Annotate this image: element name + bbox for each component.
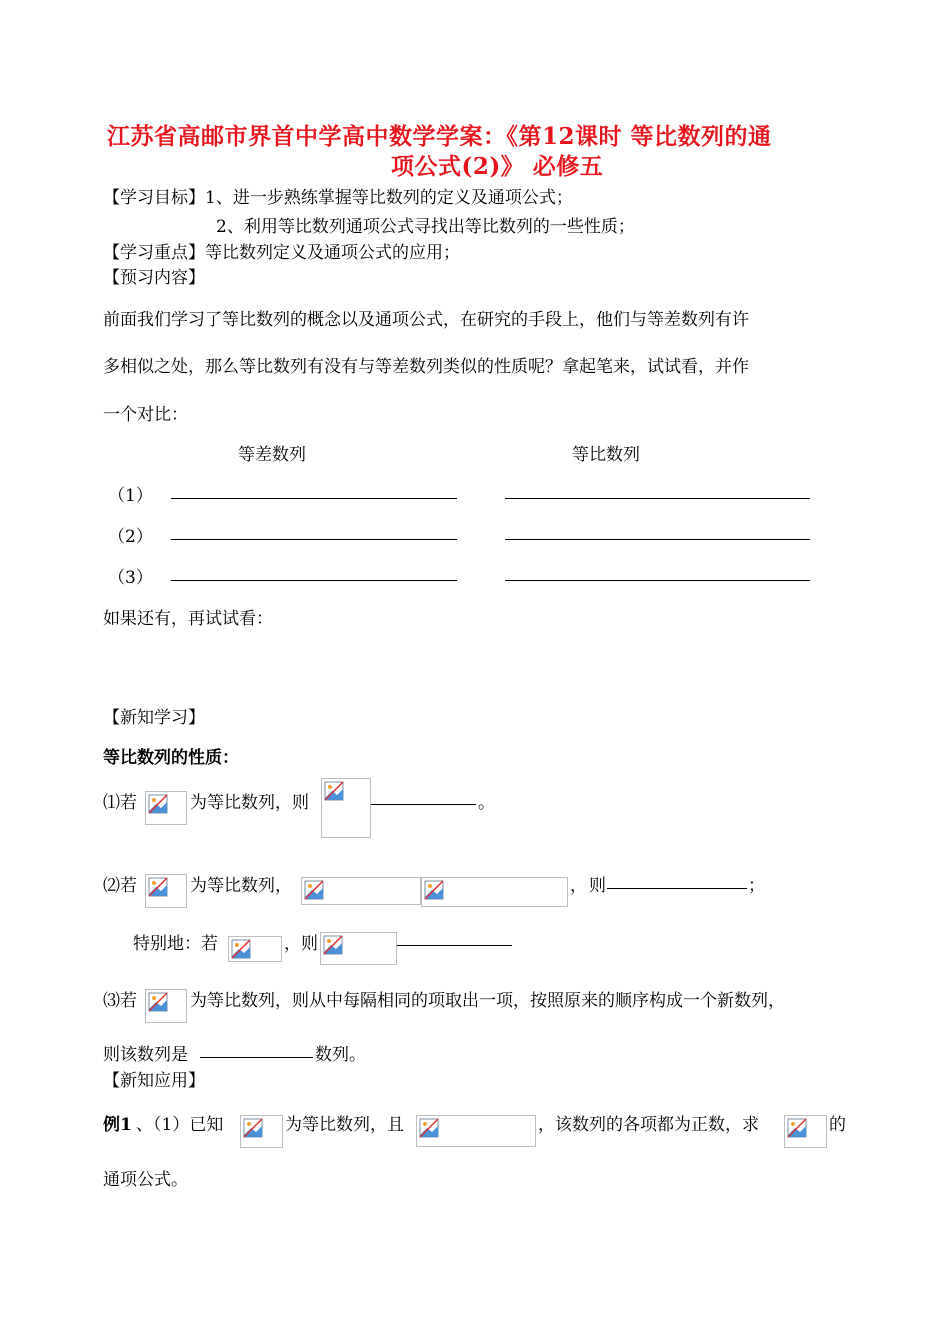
objective-2: 2、利用等比数列通项公式寻找出等比数列的一些性质；: [216, 217, 635, 237]
property-2-end: ；: [748, 876, 765, 896]
objectives-line1: [103, 183, 573, 208]
broken-image-icon: [421, 877, 568, 907]
property-3-line2a: 则该数列是: [103, 1045, 188, 1065]
example-line2: 通项公式。: [103, 1170, 188, 1190]
blank-arith-3[interactable]: [171, 580, 457, 581]
compare-col-arith: 等差数列: [238, 445, 306, 465]
blank-arith-2[interactable]: [171, 539, 457, 540]
doc-title-line2: 项公式(2)》 必修五: [391, 153, 604, 180]
example-text-c: ，该数列的各项都为正数，求: [538, 1115, 759, 1135]
doc-title-line1: 江苏省高邮市界首中学高中数学学案：《第12课时 等比数列的通: [107, 123, 772, 150]
objective-1: 1、进一步熟练掌握等比数列的定义及通项公式；: [205, 188, 573, 208]
property-3-num: ⑶若: [103, 991, 137, 1011]
preview-label: 【预习内容】: [103, 268, 205, 288]
property-2-mid: 为等比数列，: [190, 876, 292, 896]
broken-image-icon: [228, 936, 282, 962]
property-3-blank[interactable]: [200, 1057, 313, 1058]
compare-row-1: （1）: [108, 486, 153, 506]
property-1-end: 。: [478, 793, 495, 813]
broken-image-icon: [145, 874, 187, 908]
property-2-then: 则: [589, 876, 606, 896]
property-3-line2b: 数列。: [315, 1045, 366, 1065]
focus-text: 等比数列定义及通项公式的应用；: [205, 243, 460, 263]
focus-line: [103, 238, 460, 263]
compare-more: 如果还有，再试试看：: [103, 609, 273, 629]
property-2-num: ⑵若: [103, 876, 137, 896]
property-1-mid: 为等比数列，则: [190, 793, 309, 813]
special-case-b: ，则: [284, 934, 318, 954]
example-text-d: 的: [829, 1115, 846, 1135]
new-learning-label: 【新知学习】: [103, 708, 205, 728]
property-2-blank[interactable]: [607, 888, 747, 889]
example-label: 例1: [103, 1115, 132, 1135]
preview-para-2: 多相似之处，那么等比数列有没有与等差数列类似的性质呢？拿起笔来，试试看，并作: [103, 357, 749, 377]
example-text-a: 、（1）已知: [136, 1115, 224, 1135]
preview-para-1: 前面我们学习了等比数列的概念以及通项公式，在研究的手段上，他们与等差数列有许: [103, 310, 749, 330]
blank-arith-1[interactable]: [171, 498, 457, 499]
broken-image-icon: [301, 877, 421, 905]
special-case-blank[interactable]: [397, 945, 512, 946]
compare-row-2: （2）: [108, 527, 153, 547]
broken-image-icon: [416, 1115, 536, 1147]
broken-image-icon: [145, 791, 187, 825]
blank-geom-3[interactable]: [505, 580, 810, 581]
example-text-b: 为等比数列，且: [285, 1115, 404, 1135]
property-3-text: 为等比数列，则从中每隔相同的项取出一项，按照原来的顺序构成一个新数列，: [190, 991, 785, 1011]
broken-image-icon: [321, 778, 371, 838]
compare-col-geom: 等比数列: [572, 445, 640, 465]
broken-image-icon: [784, 1115, 827, 1148]
property-1-num: ⑴若: [103, 793, 137, 813]
broken-image-icon: [320, 932, 397, 965]
objectives-label: 【学习目标】: [103, 188, 205, 208]
application-label: 【新知应用】: [103, 1071, 205, 1091]
blank-geom-2[interactable]: [505, 539, 810, 540]
special-case-a: 特别地：若: [133, 934, 218, 954]
broken-image-icon: [145, 989, 187, 1023]
broken-image-icon: [240, 1115, 283, 1148]
property-1-blank[interactable]: [371, 804, 476, 805]
properties-heading: 等比数列的性质：: [103, 748, 239, 768]
blank-geom-1[interactable]: [505, 498, 810, 499]
focus-label: 【学习重点】: [103, 243, 205, 263]
property-2-sep: ，: [570, 876, 587, 896]
compare-row-3: （3）: [108, 568, 153, 588]
preview-para-3: 一个对比：: [103, 405, 188, 425]
